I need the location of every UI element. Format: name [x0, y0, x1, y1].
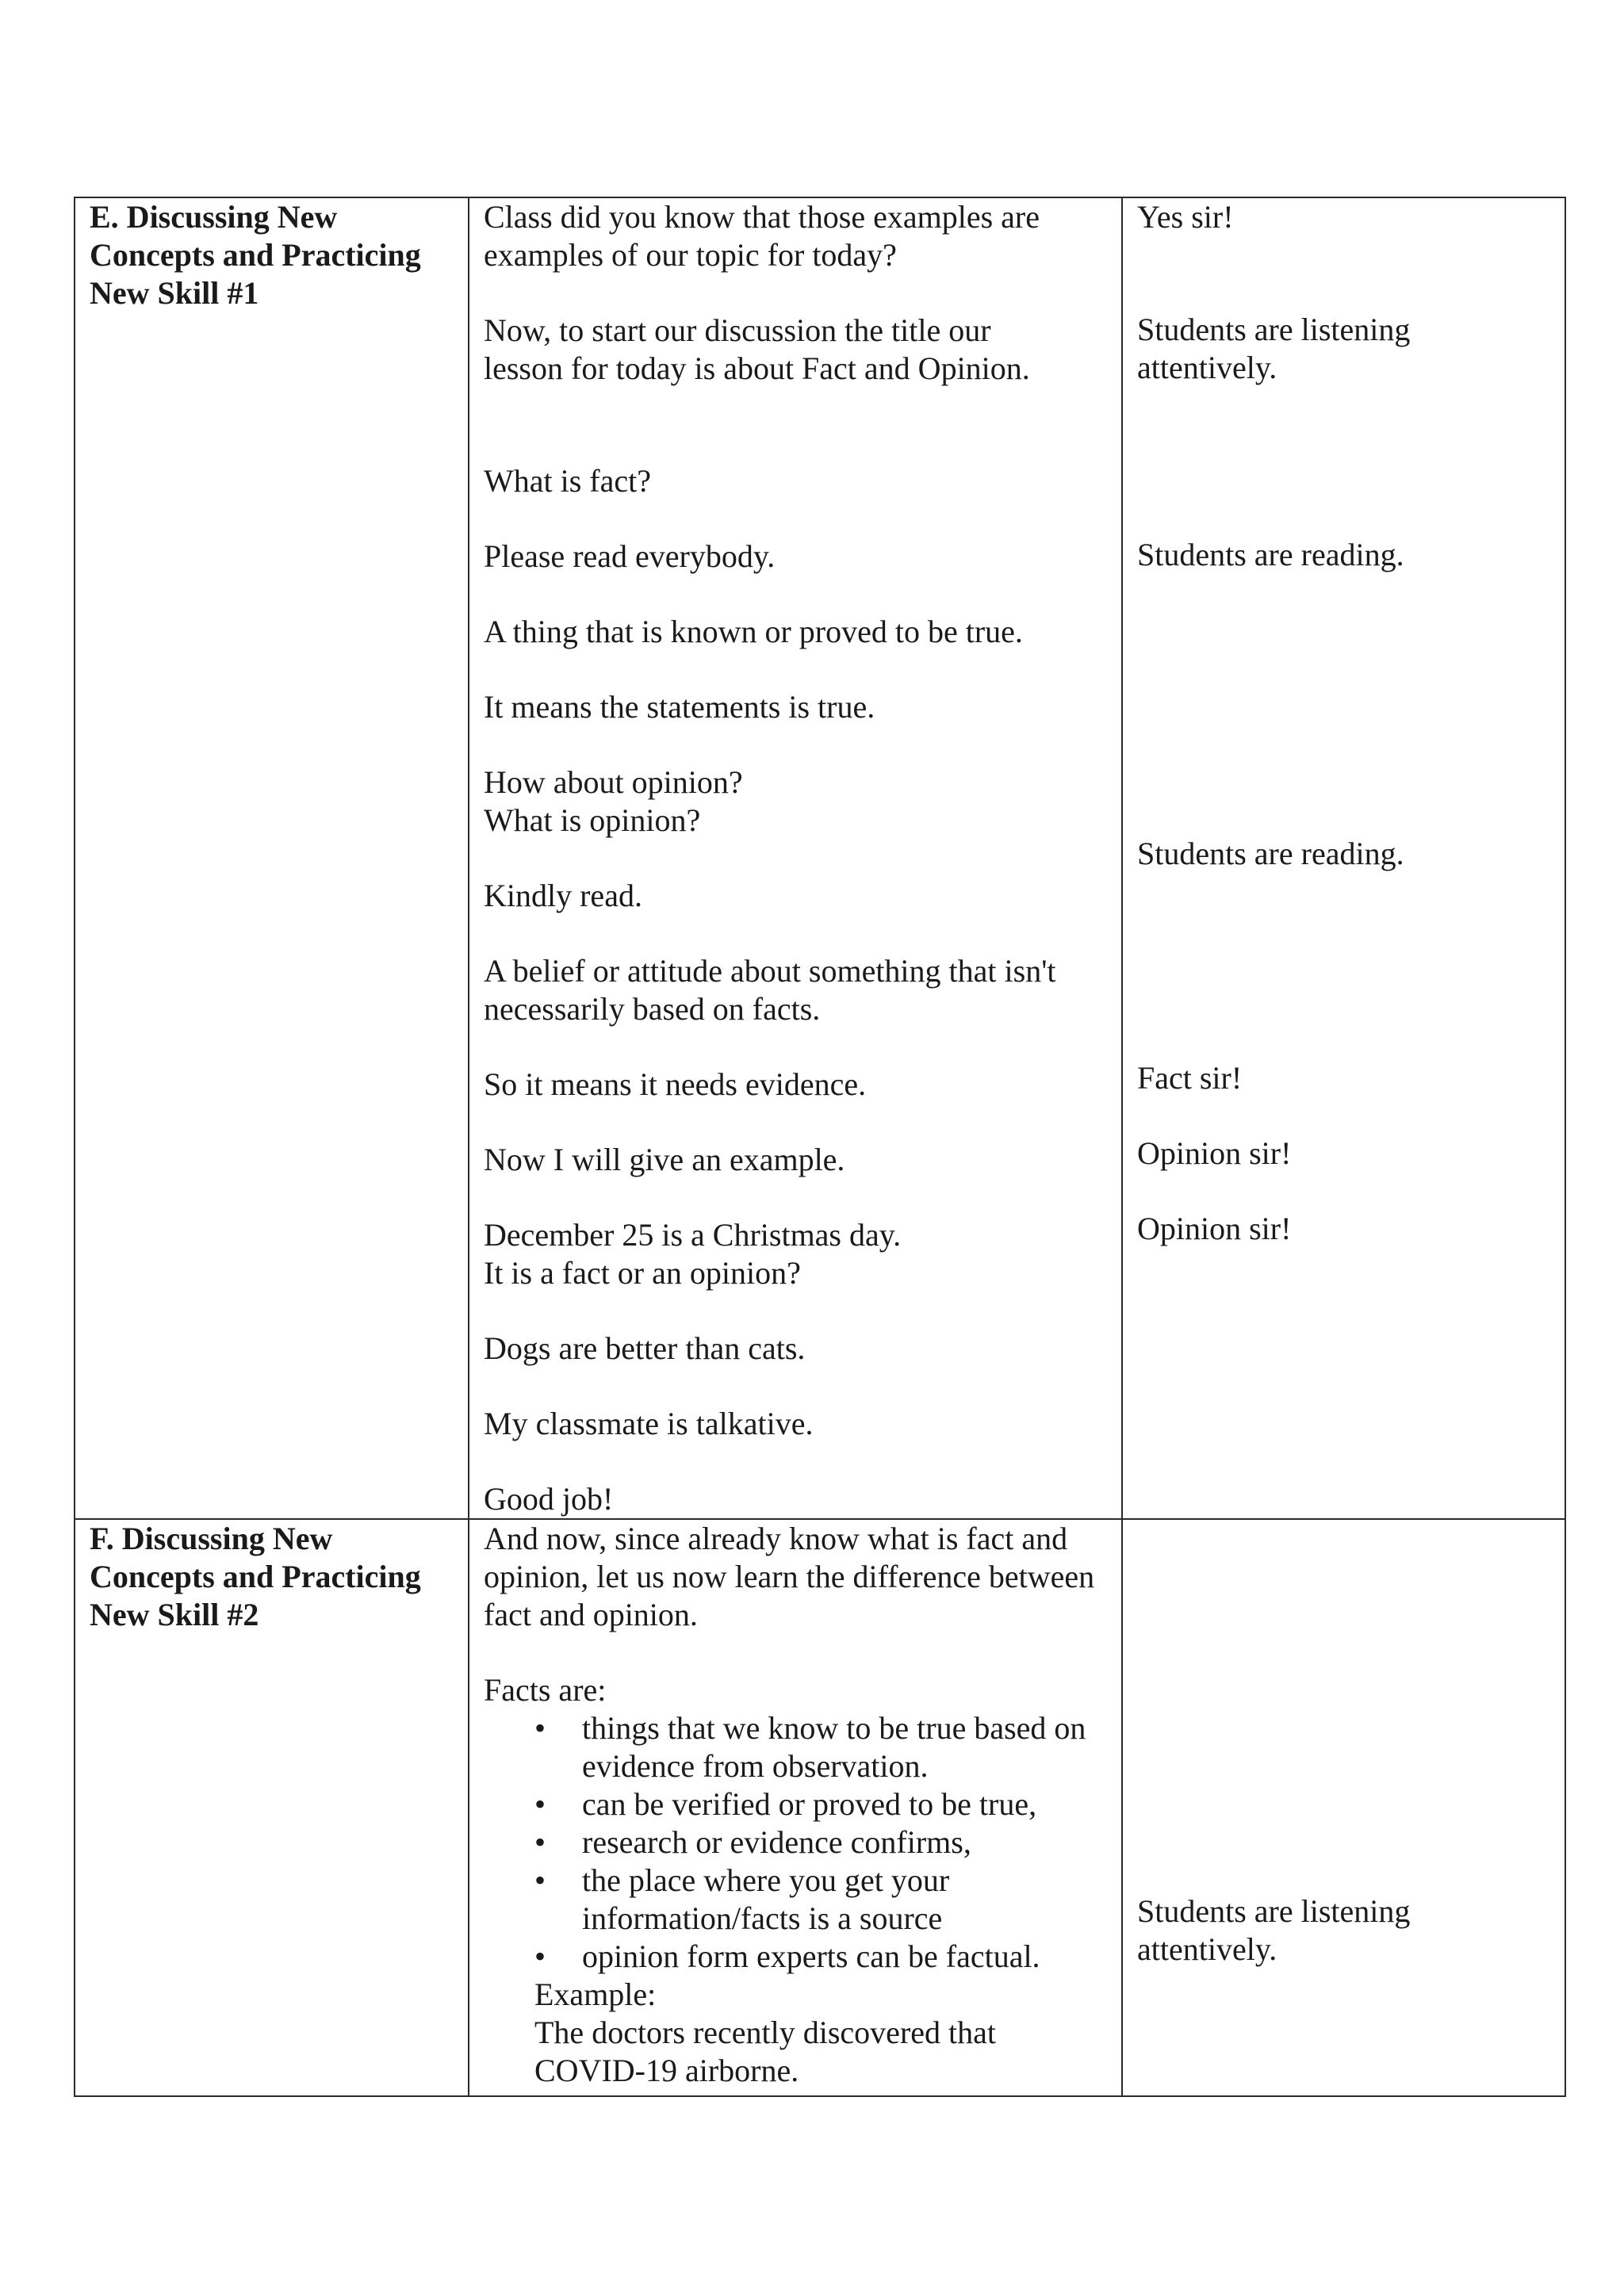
bullet-text: can be verified or proved to be true,	[582, 1786, 1037, 1822]
student-activity-cell	[1122, 1519, 1565, 2096]
teacher-text: Class did you know that those examples are	[484, 199, 1040, 235]
teacher-text: It is a fact or an opinion?	[484, 1255, 801, 1291]
teacher-text: necessarily based on facts.	[484, 991, 821, 1027]
table-row	[75, 197, 1565, 1519]
list-item	[484, 1823, 1107, 1862]
teacher-text: And now, since already know what is fact and	[484, 1521, 1068, 1556]
student-activity-cell	[1122, 197, 1565, 1519]
teacher-text: Please read everybody.	[484, 538, 776, 574]
section-title-line: Concepts and Practicing	[90, 1559, 421, 1594]
student-text: attentively.	[1137, 1931, 1277, 1967]
bullet-text: research or evidence confirms,	[582, 1824, 971, 1860]
student-text: Students are reading.	[1137, 836, 1404, 871]
teacher-text: examples of our topic for today?	[484, 237, 897, 273]
teacher-text: December 25 is a Christmas day.	[484, 1217, 902, 1253]
teacher-text: What is fact?	[484, 463, 651, 499]
teacher-text: My classmate is talkative.	[484, 1406, 814, 1441]
teacher-activity-cell	[469, 1519, 1122, 2096]
bullet-text: things that we know to be true based on	[582, 1710, 1086, 1746]
lesson-plan-table	[74, 197, 1566, 2097]
list-item	[484, 1938, 1107, 1976]
section-title-line: Concepts and Practicing	[90, 237, 421, 273]
teacher-text: Dogs are better than cats.	[484, 1330, 806, 1366]
student-text: Students are listening	[1137, 1893, 1411, 1929]
section-title-line: F. Discussing New	[90, 1521, 333, 1556]
teacher-text: Facts are:	[484, 1672, 607, 1708]
student-text: Students are listening	[1137, 312, 1411, 347]
teacher-text: Good job!	[484, 1481, 614, 1517]
teacher-text: What is opinion?	[484, 802, 701, 838]
teacher-text: A belief or attitude about something that isn't	[484, 953, 1056, 989]
list-item	[484, 1862, 1107, 1938]
section-title-line: New Skill #1	[90, 275, 259, 311]
teacher-text: Now, to start our discussion the title our	[484, 312, 991, 348]
bullet-text: evidence from observation.	[582, 1748, 929, 1784]
bullet-icon: •	[534, 1786, 546, 1822]
student-text: Fact sir!	[1137, 1060, 1243, 1096]
section-title-line: E. Discussing New	[90, 199, 338, 235]
student-text: Opinion sir!	[1137, 1211, 1292, 1246]
teacher-text: opinion, let us now learn the difference between	[484, 1559, 1095, 1594]
teacher-text: Now I will give an example.	[484, 1142, 845, 1177]
facts-bullet-list	[484, 1709, 1107, 1976]
list-item	[484, 1785, 1107, 1823]
bullet-text: the place where you get your	[582, 1862, 950, 1898]
table-row	[75, 1519, 1565, 2096]
example-text: The doctors recently discovered that	[534, 2015, 996, 2050]
student-text: Yes sir!	[1137, 199, 1234, 235]
teacher-text: lesson for today is about Fact and Opinion.	[484, 350, 1030, 386]
teacher-text: A thing that is known or proved to be true.	[484, 614, 1023, 649]
section-title-cell	[75, 1519, 469, 2096]
teacher-text: It means the statements is true.	[484, 689, 875, 725]
teacher-activity-cell	[469, 197, 1122, 1519]
student-text: attentively.	[1137, 350, 1277, 385]
bullet-icon: •	[534, 1938, 546, 1974]
teacher-text: So it means it needs evidence.	[484, 1066, 867, 1102]
teacher-text: fact and opinion.	[484, 1597, 698, 1632]
bullet-icon: •	[534, 1824, 546, 1860]
section-title-line: New Skill #2	[90, 1597, 259, 1632]
teacher-text: How about opinion?	[484, 764, 743, 800]
example-text: COVID-19 airborne.	[534, 2053, 799, 2088]
student-text: Opinion sir!	[1137, 1135, 1292, 1171]
example-label: Example:	[534, 1976, 657, 2012]
list-item	[484, 1709, 1107, 1785]
student-text: Students are reading.	[1137, 537, 1404, 572]
section-title-cell	[75, 197, 469, 1519]
bullet-icon: •	[534, 1862, 546, 1898]
bullet-icon: •	[534, 1710, 546, 1746]
bullet-text: opinion form experts can be factual.	[582, 1938, 1040, 1974]
bullet-text: information/facts is a source	[582, 1900, 943, 1936]
teacher-text: Kindly read.	[484, 878, 642, 913]
